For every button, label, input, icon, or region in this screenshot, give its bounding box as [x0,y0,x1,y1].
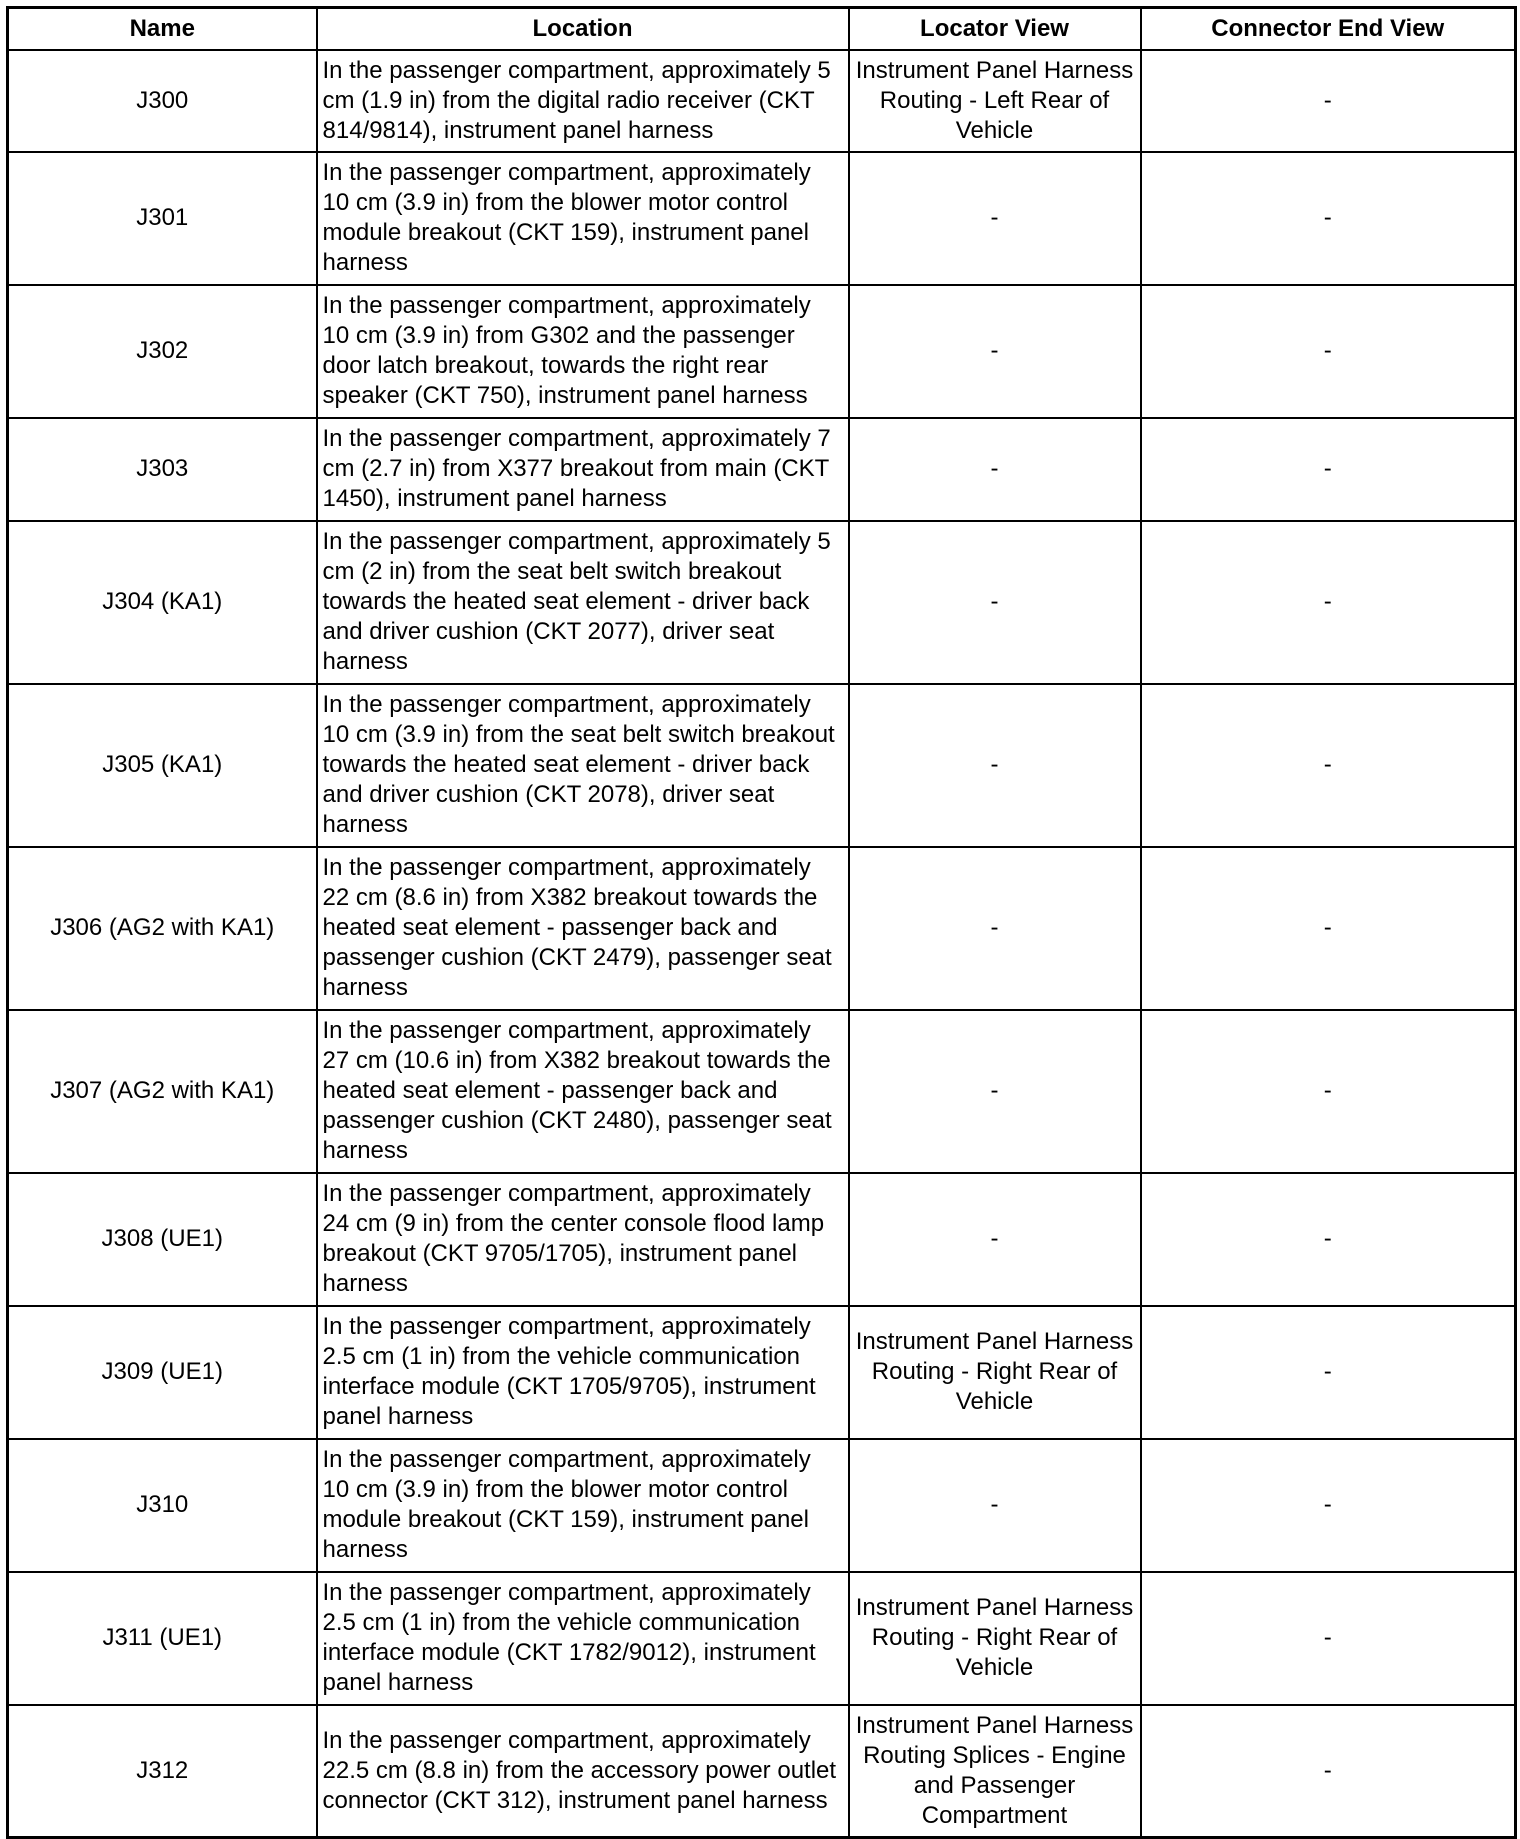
cell-name: J307 (AG2 with KA1) [8,1010,317,1173]
header-locator-view: Locator View [849,8,1141,50]
cell-locator-view: Instrument Panel Harness Routing - Left Rear of Vehicle [849,50,1141,152]
cell-locator-view: - [849,418,1141,521]
cell-location: In the passenger compartment, approximately 5 cm (2 in) from the seat belt switch breakout towards the heated seat element - driver back and driver cushion (CKT 2077), driver seat harness [317,521,849,684]
cell-location: In the passenger compartment, approximately 7 cm (2.7 in) from X377 breakout from main (CKT 1450), instrument panel harness [317,418,849,521]
header-location: Location [317,8,849,50]
table-row [8,1705,1516,1838]
cell-locator-view: - [849,1439,1141,1572]
cell-connector-end-view: - [1141,152,1516,285]
splice-location-table [6,6,1517,1839]
cell-locator-view: - [849,847,1141,1010]
cell-name: J304 (KA1) [8,521,317,684]
cell-locator-view: Instrument Panel Harness Routing - Right Rear of Vehicle [849,1572,1141,1705]
cell-name: J310 [8,1439,317,1572]
cell-location: In the passenger compartment, approximately 22.5 cm (8.8 in) from the accessory power outlet connector (CKT 312), instrument panel harness [317,1705,849,1838]
cell-location: In the passenger compartment, approximately 22 cm (8.6 in) from X382 breakout towards the heated seat element - passenger back and passenger cushion (CKT 2479), passenger seat harness [317,847,849,1010]
header-name: Name [8,8,317,50]
cell-name: J308 (UE1) [8,1173,317,1306]
cell-connector-end-view: - [1141,1010,1516,1173]
table-row [8,152,1516,285]
cell-name: J301 [8,152,317,285]
cell-name: J309 (UE1) [8,1306,317,1439]
cell-connector-end-view: - [1141,1173,1516,1306]
table-row [8,418,1516,521]
cell-connector-end-view: - [1141,50,1516,152]
table-row [8,1572,1516,1705]
cell-name: J311 (UE1) [8,1572,317,1705]
cell-name: J305 (KA1) [8,684,317,847]
header-connector-end-view: Connector End View [1141,8,1516,50]
cell-connector-end-view: - [1141,847,1516,1010]
table-row [8,50,1516,152]
cell-locator-view: - [849,1173,1141,1306]
table-row [8,285,1516,418]
table-row [8,1306,1516,1439]
cell-connector-end-view: - [1141,285,1516,418]
cell-connector-end-view: - [1141,418,1516,521]
cell-name: J303 [8,418,317,521]
cell-locator-view: - [849,1010,1141,1173]
cell-connector-end-view: - [1141,684,1516,847]
cell-connector-end-view: - [1141,1705,1516,1838]
cell-connector-end-view: - [1141,1306,1516,1439]
cell-location: In the passenger compartment, approximately 24 cm (9 in) from the center console flood lamp breakout (CKT 9705/1705), instrument panel harness [317,1173,849,1306]
cell-locator-view: - [849,152,1141,285]
cell-locator-view: - [849,684,1141,847]
table-row [8,521,1516,684]
cell-location: In the passenger compartment, approximately 27 cm (10.6 in) from X382 breakout towards the heated seat element - passenger back and passenger cushion (CKT 2480), passenger seat harness [317,1010,849,1173]
cell-locator-view: - [849,521,1141,684]
cell-location: In the passenger compartment, approximately 10 cm (3.9 in) from the blower motor control module breakout (CKT 159), instrument panel harness [317,1439,849,1572]
cell-connector-end-view: - [1141,1572,1516,1705]
cell-locator-view: Instrument Panel Harness Routing - Right Rear of Vehicle [849,1306,1141,1439]
cell-location: In the passenger compartment, approximately 2.5 cm (1 in) from the vehicle communication interface module (CKT 1782/9012), instrument panel harness [317,1572,849,1705]
cell-location: In the passenger compartment, approximately 10 cm (3.9 in) from the blower motor control module breakout (CKT 159), instrument panel harness [317,152,849,285]
table-row [8,1439,1516,1572]
table-row [8,1010,1516,1173]
cell-name: J306 (AG2 with KA1) [8,847,317,1010]
table-row [8,684,1516,847]
cell-location: In the passenger compartment, approximately 10 cm (3.9 in) from the seat belt switch breakout towards the heated seat element - driver back and driver cushion (CKT 2078), driver seat harness [317,684,849,847]
cell-location: In the passenger compartment, approximately 5 cm (1.9 in) from the digital radio receiver (CKT 814/9814), instrument panel harness [317,50,849,152]
cell-name: J300 [8,50,317,152]
cell-locator-view: Instrument Panel Harness Routing Splices - Engine and Passenger Compartment [849,1705,1141,1838]
cell-connector-end-view: - [1141,521,1516,684]
cell-location: In the passenger compartment, approximately 2.5 cm (1 in) from the vehicle communication interface module (CKT 1705/9705), instrument panel harness [317,1306,849,1439]
cell-connector-end-view: - [1141,1439,1516,1572]
table-row [8,1173,1516,1306]
splice-table-container [6,6,1514,1839]
cell-name: J312 [8,1705,317,1838]
cell-location: In the passenger compartment, approximately 10 cm (3.9 in) from G302 and the passenger door latch breakout, towards the right rear speaker (CKT 750), instrument panel harness [317,285,849,418]
cell-name: J302 [8,285,317,418]
cell-locator-view: - [849,285,1141,418]
table-header-row [8,8,1516,50]
table-row [8,847,1516,1010]
